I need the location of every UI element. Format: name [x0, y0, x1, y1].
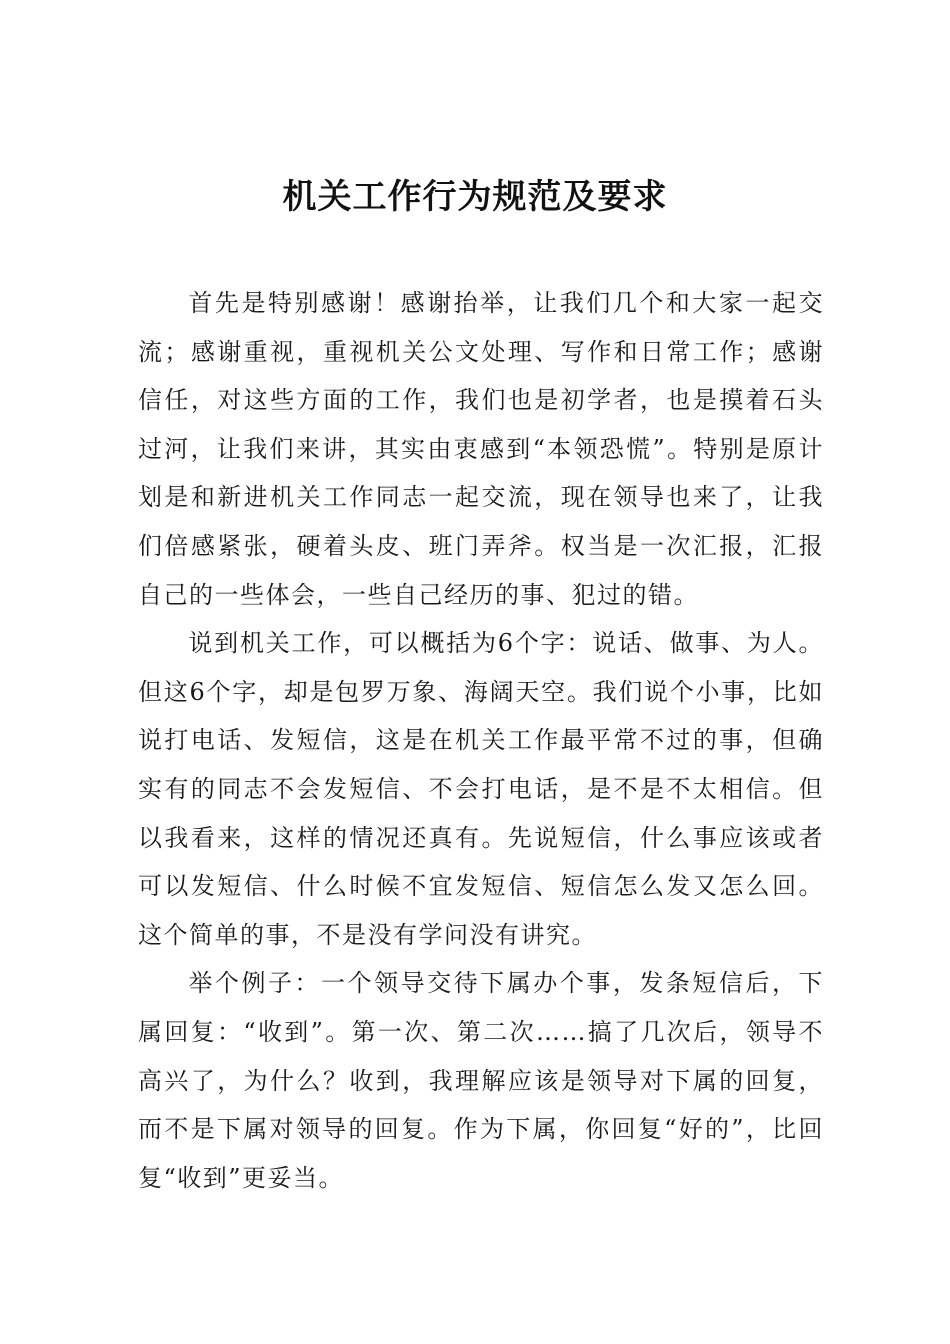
document-title: 机关工作行为规范及要求: [282, 177, 668, 217]
document-body: [138, 279, 824, 1202]
paragraph-3: 举个例子：一个领导交待下属办个事，发条短信后，下属回复：“收到”。第一次、第二次……搞了几次后，领导不高兴了，为什么？收到，我理解应该是领导对下属的回复，而不是下属对领导的回复。作为下属，你回复“好的”，比回复“收到”更妥当。: [138, 969, 824, 1192]
paragraph-1: 首先是特别感谢！感谢抬举，让我们几个和大家一起交流；感谢重视，重视机关公文处理、写作和日常工作；感谢信任，对这些方面的工作，我们也是初学者，也是摸着石头过河，让我们来讲，其实由衷感到“本领恐慌”。特别是原计划是和新进机关工作同志一起交流，现在领导也来了，让我们倍感紧张，硬着头皮、班门弄斧。权当是一次汇报，汇报自己的一些体会，一些自己经历的事、犯过的错。: [138, 289, 824, 609]
paragraph-2: 说到机关工作，可以概括为6个字：说话、做事、为人。但这6个字，却是包罗万象、海阔天空。我们说个小事，比如说打电话、发短信，这是在机关工作最平常不过的事，但确实有的同志不会发短信、不会打电话，是不是不太相信。但以我看来，这样的情况还真有。先说短信，什么事应该或者可以发短信、什么时候不宜发短信、短信怎么发又怎么回。这个简单的事，不是没有学问没有讲究。: [138, 629, 824, 949]
